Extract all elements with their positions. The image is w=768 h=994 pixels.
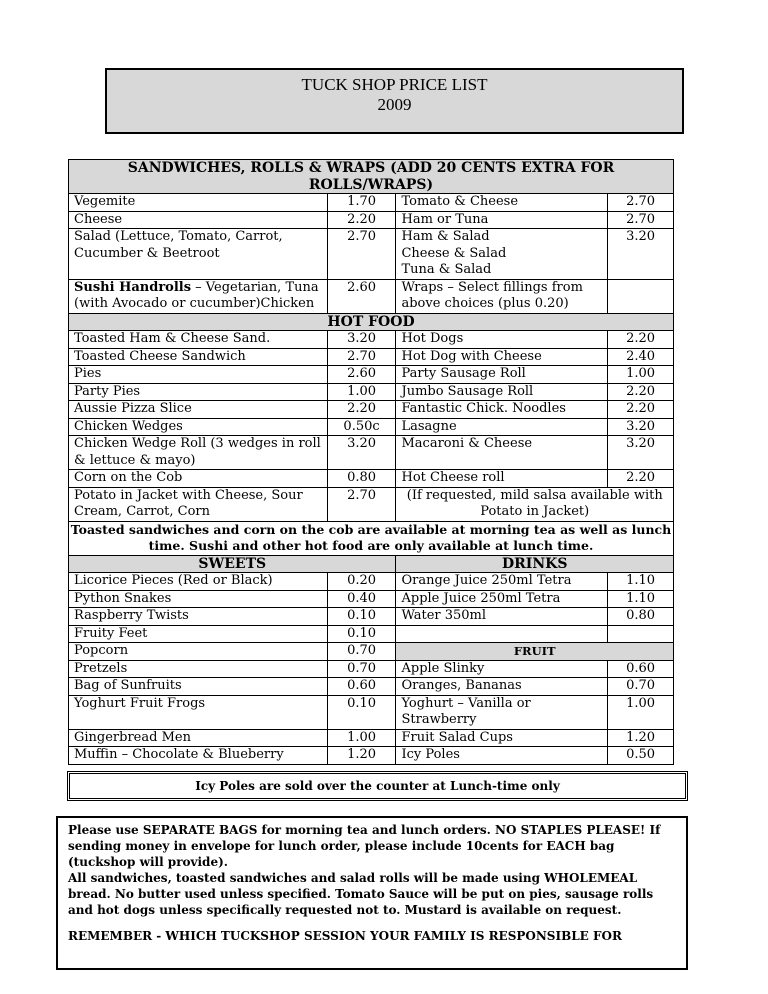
table-row <box>69 279 674 313</box>
item-name: Apple Juice 250ml Tetra <box>396 590 608 608</box>
sandwiches-header: SANDWICHES, ROLLS & WRAPS (ADD 20 CENTS EXTRA FOR ROLLS/WRAPS) <box>69 160 674 194</box>
item-price: 1.70 <box>327 194 396 212</box>
item-name: Muffin – Chocolate & Blueberry <box>69 747 328 765</box>
item-price: 2.20 <box>327 401 396 419</box>
instructions-paragraph: REMEMBER - WHICH TUCKSHOP SESSION YOUR FAMILY IS RESPONSIBLE FOR <box>68 929 622 943</box>
spacer <box>68 918 676 928</box>
item-name: Party Sausage Roll <box>396 366 608 384</box>
item-price: 0.70 <box>608 678 674 696</box>
table-row <box>69 573 674 591</box>
item-price: 1.00 <box>608 695 674 729</box>
item-price: 0.80 <box>608 608 674 626</box>
fruit-header: FRUIT <box>396 643 674 661</box>
item-name-multi <box>396 229 608 280</box>
icy-poles-banner: Icy Poles are sold over the counter at Lunch-time only <box>67 771 688 801</box>
table-row <box>69 194 674 212</box>
item-name: Toasted Ham & Cheese Sand. <box>69 331 328 349</box>
item-name: Oranges, Bananas <box>396 678 608 696</box>
item-price: 1.10 <box>608 590 674 608</box>
table-row <box>69 366 674 384</box>
item-price: 2.70 <box>608 194 674 212</box>
instructions-box <box>56 816 688 970</box>
item-price: 1.00 <box>608 366 674 384</box>
item-name: Corn on the Cob <box>69 470 328 488</box>
item-price: 0.40 <box>327 590 396 608</box>
item-name: Hot Cheese roll <box>396 470 608 488</box>
item-name: Fruit Salad Cups <box>396 729 608 747</box>
item-price: 2.20 <box>608 331 674 349</box>
item-price <box>608 279 674 313</box>
table-row <box>69 729 674 747</box>
table-row <box>69 643 674 661</box>
item-name-rest: – Vegetarian, Tuna (with Avocado or cucumber)Chicken <box>74 279 319 311</box>
item-price: 0.50 <box>608 747 674 765</box>
section-header-row <box>69 313 674 331</box>
section-header-row <box>69 160 674 194</box>
item-price: 0.60 <box>608 660 674 678</box>
item-price: 2.70 <box>327 229 396 280</box>
table-row <box>69 695 674 729</box>
drinks-header: DRINKS <box>396 555 674 573</box>
item-name: Chicken Wedge Roll (3 wedges in roll & lettuce & mayo) <box>69 436 328 470</box>
table-row <box>69 331 674 349</box>
item-price: 2.70 <box>608 211 674 229</box>
item-price: 2.20 <box>608 401 674 419</box>
item-name: Orange Juice 250ml Tetra <box>396 573 608 591</box>
instructions-paragraph: Please use SEPARATE BAGS for morning tea and lunch orders. NO STAPLES PLEASE! If sending money in envelope for lunch order, please include 10cents for EACH bag (tuckshop will provide). <box>68 823 661 869</box>
item-price: 2.20 <box>608 383 674 401</box>
page-title <box>105 68 684 134</box>
table-row <box>69 211 674 229</box>
item-name: Popcorn <box>69 643 328 661</box>
item-name: Potato in Jacket with Cheese, Sour Cream, Carrot, Corn <box>69 487 328 521</box>
item-name <box>69 279 328 313</box>
item-name: Tomato & Cheese <box>396 194 608 212</box>
item-name: Vegemite <box>69 194 328 212</box>
item-name: Water 350ml <box>396 608 608 626</box>
table-row <box>69 747 674 765</box>
item-name: Macaroni & Cheese <box>396 436 608 470</box>
table-row <box>69 470 674 488</box>
price-table <box>68 159 674 765</box>
table-row <box>69 229 674 280</box>
item-name: Ham or Tuna <box>396 211 608 229</box>
item-price: 2.20 <box>608 470 674 488</box>
item-name: Jumbo Sausage Roll <box>396 383 608 401</box>
item-name: Party Pies <box>69 383 328 401</box>
item-name: Fruity Feet <box>69 625 328 643</box>
item-price: 2.60 <box>327 279 396 313</box>
item-price: 0.50c <box>327 418 396 436</box>
item-name: Apple Slinky <box>396 660 608 678</box>
item-name: Toasted Cheese Sandwich <box>69 348 328 366</box>
table-row <box>69 678 674 696</box>
item-name: Hot Dog with Cheese <box>396 348 608 366</box>
table-row <box>69 660 674 678</box>
availability-note: Toasted sandwiches and corn on the cob are available at morning tea as well as lunch time. Sushi and other hot food are only available at lunch time. <box>69 521 674 555</box>
item-price: 2.20 <box>327 211 396 229</box>
item-name: Cheese <box>69 211 328 229</box>
table-row <box>69 608 674 626</box>
item-price: 1.20 <box>608 729 674 747</box>
item-name-bold: Sushi Handrolls <box>74 279 192 295</box>
item-name: Icy Poles <box>396 747 608 765</box>
item-price: 1.00 <box>327 729 396 747</box>
item-name: Lasagne <box>396 418 608 436</box>
item-price: 0.70 <box>327 643 396 661</box>
item-name: Wraps – Select fillings from above choices (plus 0.20) <box>396 279 608 313</box>
empty-cell <box>608 625 674 643</box>
item-name: Aussie Pizza Slice <box>69 401 328 419</box>
empty-cell <box>396 625 608 643</box>
table-row <box>69 418 674 436</box>
item-name: Fantastic Chick. Noodles <box>396 401 608 419</box>
item-name: Raspberry Twists <box>69 608 328 626</box>
item-name: Gingerbread Men <box>69 729 328 747</box>
item-name: Ham & Salad <box>401 229 490 244</box>
table-row <box>69 436 674 470</box>
hotfood-header: HOT FOOD <box>69 313 674 331</box>
item-name: Licorice Pieces (Red or Black) <box>69 573 328 591</box>
item-name: Python Snakes <box>69 590 328 608</box>
item-price: 2.60 <box>327 366 396 384</box>
item-price: 0.60 <box>327 678 396 696</box>
section-header-row <box>69 555 674 573</box>
item-price: 3.20 <box>608 229 674 280</box>
item-name: Pies <box>69 366 328 384</box>
table-row <box>69 590 674 608</box>
item-price: 2.70 <box>327 348 396 366</box>
item-name: Hot Dogs <box>396 331 608 349</box>
item-name: Bag of Sunfruits <box>69 678 328 696</box>
instructions-paragraph: All sandwiches, toasted sandwiches and salad rolls will be made using WHOLEMEAL bread. No butter used unless specified. Tomato Sauce will be put on pies, sausage rolls and hot dogs unless specifically requested not to. Mustard is available on request. <box>68 871 654 917</box>
table-row <box>69 348 674 366</box>
item-price: 1.00 <box>327 383 396 401</box>
table-row <box>69 625 674 643</box>
item-price: 0.70 <box>327 660 396 678</box>
item-price: 0.80 <box>327 470 396 488</box>
item-price: 0.10 <box>327 695 396 729</box>
item-name: Yoghurt – Vanilla or Strawberry <box>396 695 608 729</box>
item-name: Cheese & Salad <box>401 245 507 261</box>
title-line-2: 2009 <box>377 95 412 114</box>
item-name: Chicken Wedges <box>69 418 328 436</box>
item-price: 2.40 <box>608 348 674 366</box>
note-row <box>69 521 674 555</box>
item-name: Salad (Lettuce, Tomato, Carrot, Cucumber & Beetroot <box>69 229 328 280</box>
sweets-header: SWEETS <box>69 555 396 573</box>
item-name: Pretzels <box>69 660 328 678</box>
table-row <box>69 383 674 401</box>
item-price: 3.20 <box>327 331 396 349</box>
item-price: 3.20 <box>608 418 674 436</box>
item-price: 0.10 <box>327 625 396 643</box>
item-price: 3.20 <box>327 436 396 470</box>
item-name: Tuna & Salad <box>401 262 492 277</box>
item-price: 1.20 <box>327 747 396 765</box>
title-line-1: TUCK SHOP PRICE LIST <box>301 75 488 94</box>
item-price: 0.20 <box>327 573 396 591</box>
salsa-note: (If requested, mild salsa available with Potato in Jacket) <box>396 487 674 521</box>
item-name: Yoghurt Fruit Frogs <box>69 695 328 729</box>
item-price: 0.10 <box>327 608 396 626</box>
item-price: 1.10 <box>608 573 674 591</box>
table-row <box>69 487 674 521</box>
item-price: 3.20 <box>608 436 674 470</box>
table-row <box>69 401 674 419</box>
item-price: 2.70 <box>327 487 396 521</box>
